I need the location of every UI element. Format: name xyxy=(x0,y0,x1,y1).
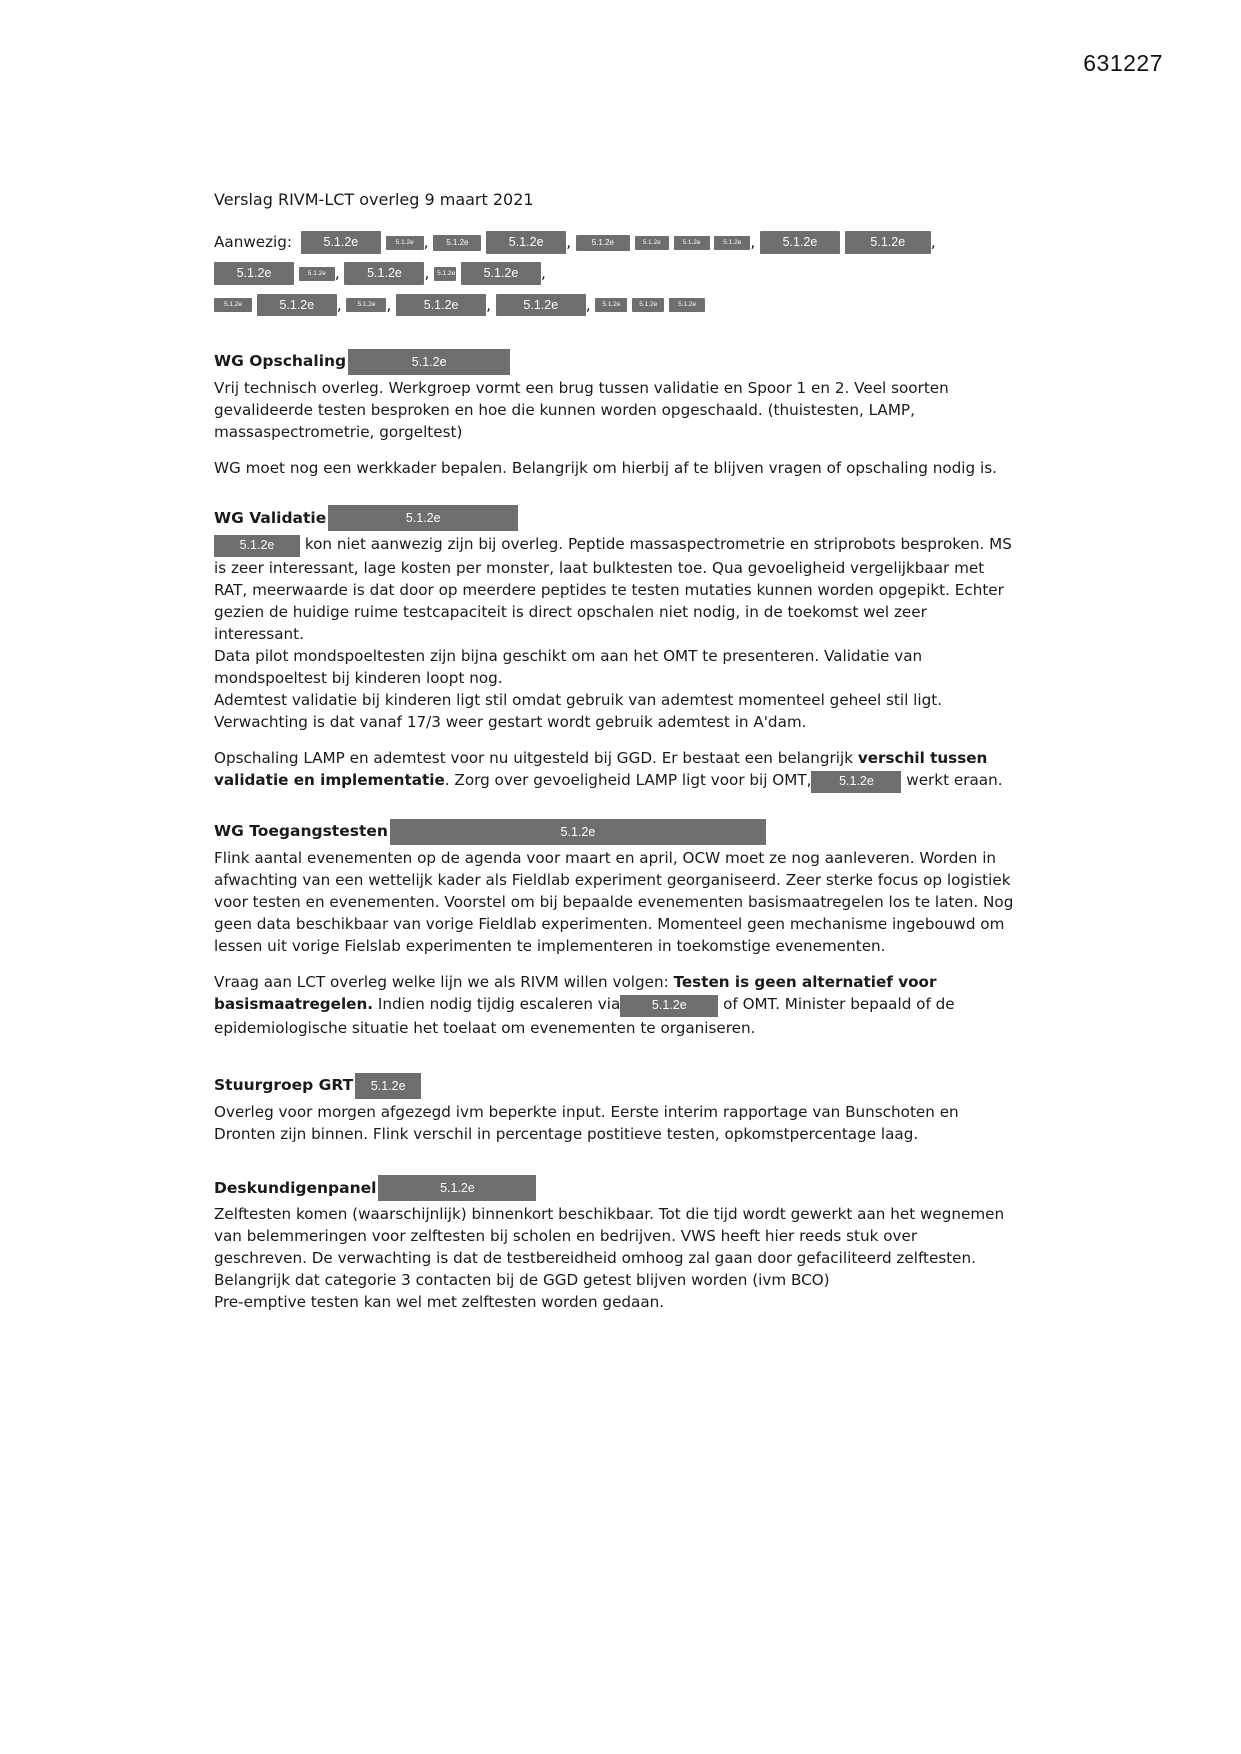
redaction-box: 5.1.2e xyxy=(348,349,510,375)
redaction-box: 5.1.2e xyxy=(214,262,294,285)
paragraph-emphasis: Testen is geen alternatief voor basismaatregelen. xyxy=(214,972,937,1013)
section-heading-wg-toegangstesten xyxy=(214,819,1014,845)
redaction-box: 5.1.2e xyxy=(760,231,840,254)
redaction-box: 5.1.2e xyxy=(496,294,586,317)
section-heading-label: WG Toegangstesten xyxy=(214,822,388,841)
redaction-box: 5.1.2e xyxy=(674,236,710,250)
redaction-box: 5.1.2e xyxy=(378,1175,536,1201)
paragraph: Vrij technisch overleg. Werkgroep vormt een brug tussen validatie en Spoor 1 en 2. Veel soorten gevalideerde testen besproken en hoe die kunnen worden opgeschaald. (thuistesten, LAMP, massaspectrometrie, gorgeltest) xyxy=(214,378,949,441)
redaction-box: 5.1.2e xyxy=(396,294,486,317)
redaction-box: 5.1.2e xyxy=(355,1073,421,1099)
section-heading-wg-validatie xyxy=(214,505,1014,531)
redaction-box: 5.1.2e xyxy=(344,262,424,285)
paragraph xyxy=(214,971,1014,1039)
paragraph xyxy=(214,747,1014,793)
paragraph-text: Vraag aan LCT overleg welke lijn we als RIVM willen volgen: xyxy=(214,972,674,991)
section-heading-label: Stuurgroep GRT xyxy=(214,1076,354,1095)
redaction-box: 5.1.2e xyxy=(811,771,901,793)
paragraph-text: Indien nodig tijdig escaleren via xyxy=(373,994,621,1013)
redaction-box: 5.1.2e xyxy=(386,236,424,250)
redaction-box: 5.1.2e xyxy=(635,236,669,250)
redaction-box: 5.1.2e xyxy=(632,298,664,312)
section-heading-stuurgroep-grt xyxy=(214,1073,1014,1099)
attendees-line: Aanwezig: 5.1.2e 5.1.2e , 5.1.2e 5.1.2e , 5.1.2e 5.1.2e 5.1.2e 5.1.2e , 5.1.2e 5.1.2e , 5.1.2e 5.1.2e , 5.1.2e , 5.1.2e 5.1.2e , 5.1.2e 5.1.2e , 5.1.2e , 5.1.2e , 5.1.2e , 5.1.2e 5.1.2e 5.1.2e xyxy=(214,227,1014,320)
redaction-box: 5.1.2e xyxy=(669,298,705,312)
redaction-box: 5.1.2e xyxy=(257,294,337,317)
paragraph: Ademtest validatie bij kinderen ligt stil omdat gebruik van ademtest momenteel geheel stil ligt. Verwachting is dat vanaf 17/3 weer gestart wordt gebruik ademtest in A'dam. xyxy=(214,690,943,731)
section-heading-wg-opschaling xyxy=(214,349,1014,375)
redaction-box: 5.1.2e xyxy=(299,267,335,281)
paragraph: Flink aantal evenementen op de agenda voor maart en april, OCW moet ze nog aanleveren. Worden in afwachting van een wettelijk kader als Fieldlab experiment georganiseerd. Zeer sterke focus op logistiek voor testen en evenementen. Voorstel om bij bepaalde evenementen basismaatregelen los te laten. Nog geen data beschikbaar van vorige Fieldlab experimenten. Momenteel geen mechanisme ingebouwd om lessen uit vorige Fielslab experimenten te implementeren in toekomstige evenementen. xyxy=(214,848,1014,955)
redaction-box: 5.1.2e xyxy=(390,819,766,845)
document-body xyxy=(214,188,1014,1313)
redaction-box: 5.1.2e xyxy=(576,235,630,251)
redaction-box: 5.1.2e xyxy=(620,995,718,1017)
redaction-box: 5.1.2e xyxy=(214,298,252,312)
paragraph: Data pilot mondspoeltesten zijn bijna geschikt om aan het OMT te presenteren. Validatie van mondspoeltest bij kinderen loopt nog. xyxy=(214,646,923,687)
redaction-box: 5.1.2e xyxy=(346,298,386,312)
section-heading-deskundigenpanel xyxy=(214,1175,1014,1201)
paragraph: Overleg voor morgen afgezegd ivm beperkte input. Eerste interim rapportage van Bunschoten en Dronten zijn binnen. Flink verschil in percentage postitieve testen, opkomstpercentage laag. xyxy=(214,1102,959,1143)
redaction-box: 5.1.2e xyxy=(461,262,541,285)
paragraph-text: kon niet aanwezig zijn bij overleg. Peptide massaspectrometrie en striprobots besproken. MS is zeer interessant, lage kosten per monster, laat bulktesten toe. Qua gevoeligheid vergelijkbaar met RAT, meerwaarde is dat door op meerdere peptides te testen mutaties kunnen worden opgepikt. Echter gezien de huidige ruime testcapaciteit is direct opschalen niet nodig, in de toekomst wel zeer interessant. xyxy=(214,535,1012,643)
redaction-box: 5.1.2e xyxy=(301,231,381,254)
redaction-box: 5.1.2e xyxy=(433,235,481,251)
redaction-box: 5.1.2e xyxy=(714,236,750,250)
paragraph: Zelftesten komen (waarschijnlijk) binnenkort beschikbaar. Tot die tijd wordt gewerkt aan het wegnemen van belemmeringen voor zelftesten bij scholen en bedrijven. VWS heeft hier reeds stuk over geschreven. De verwachting is dat de testbereidheid omhoog zal gaan door gefaciliteerd zelftesten. xyxy=(214,1204,1005,1267)
redaction-box: 5.1.2e xyxy=(434,267,456,281)
paragraph: Pre-emptive testen kan wel met zelftesten worden gedaan. xyxy=(214,1292,665,1311)
paragraph-text: . Zorg over gevoeligheid LAMP ligt voor bij OMT, xyxy=(444,770,812,789)
paragraph-text: of OMT. Minister bepaald of de epidemiologische situatie het toelaat om evenementen te organiseren. xyxy=(214,994,955,1037)
paragraph: WG moet nog een werkkader bepalen. Belangrijk om hierbij af te blijven vragen of opschaling nodig is. xyxy=(214,458,997,477)
paragraph-text: werkt eraan. xyxy=(906,770,1003,789)
section-heading-label: Deskundigenpanel xyxy=(214,1178,377,1197)
section-heading-label: WG Opschaling xyxy=(214,352,347,371)
paragraph: Belangrijk dat categorie 3 contacten bij de GGD getest blijven worden (ivm BCO) xyxy=(214,1270,830,1289)
paragraph-text: Opschaling LAMP en ademtest voor nu uitgesteld bij GGD. Er bestaat een belangrijk xyxy=(214,748,858,767)
redaction-box: 5.1.2e xyxy=(214,535,300,557)
redaction-box: 5.1.2e xyxy=(595,298,627,312)
document-number: 631227 xyxy=(1083,50,1163,76)
paragraph-emphasis: verschil tussen validatie en implementatie xyxy=(214,748,988,789)
paragraph xyxy=(214,533,1014,645)
attendees-label: Aanwezig: xyxy=(214,233,293,252)
document-title: Verslag RIVM-LCT overleg 9 maart 2021 xyxy=(214,190,534,209)
redaction-box: 5.1.2e xyxy=(845,231,931,254)
redaction-box: 5.1.2e xyxy=(486,231,566,254)
redaction-box: 5.1.2e xyxy=(328,505,518,531)
section-heading-label: WG Validatie xyxy=(214,508,327,527)
